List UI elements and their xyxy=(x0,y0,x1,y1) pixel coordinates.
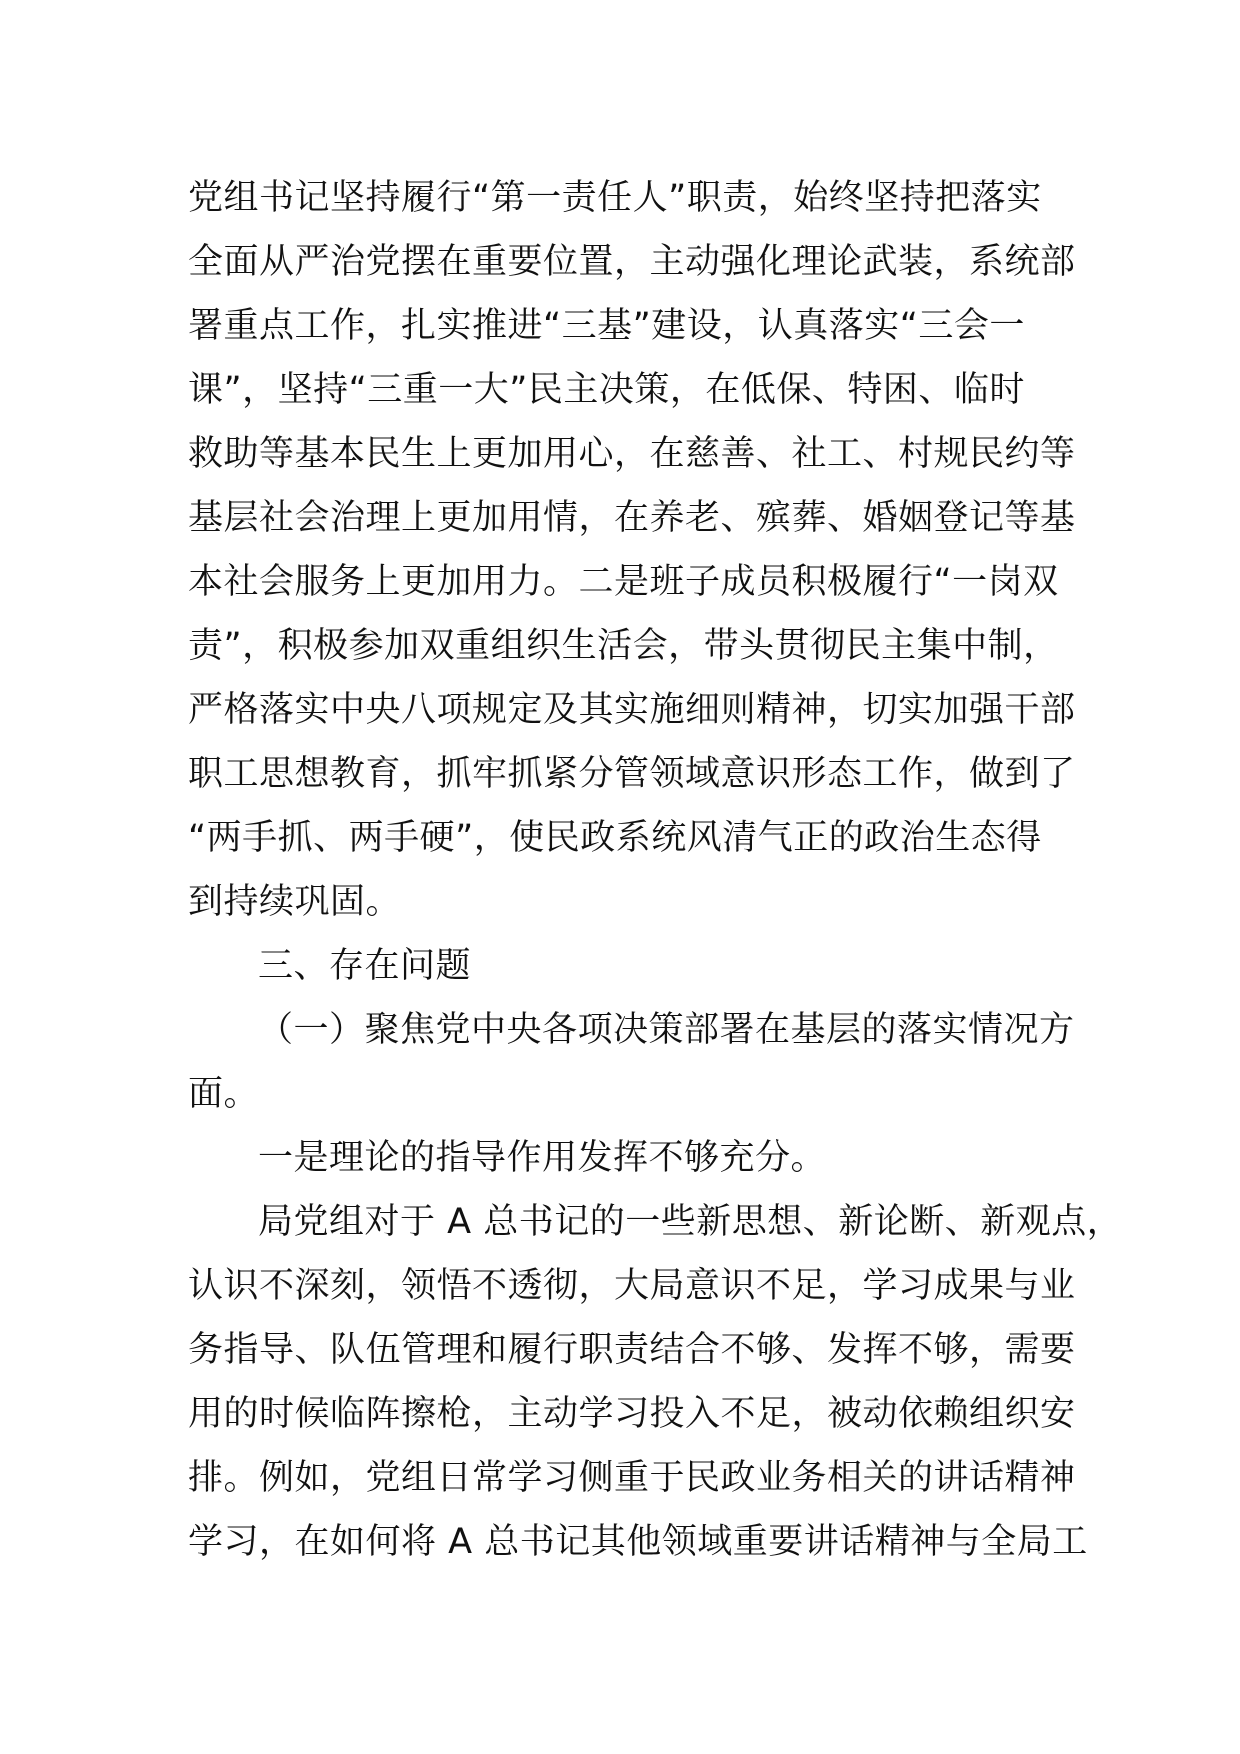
body-line: 务指导、队伍管理和履行职责结合不够、发挥不够，需要 xyxy=(188,1330,1076,1370)
body-line: 课”，坚持“三重一大”民主决策，在低保、特困、临时 xyxy=(188,370,1025,410)
body-line: 本社会服务上更加用力。二是班子成员积极履行“一岗双 xyxy=(188,562,1059,602)
body-line: 学习，在如何将 A 总书记其他领域重要讲话精神与全局工 xyxy=(188,1522,1088,1562)
body-line: 排。例如，党组日常学习侧重于民政业务相关的讲话精神 xyxy=(188,1458,1076,1498)
point-heading: 一是理论的指导作用发挥不够充分。 xyxy=(258,1138,827,1178)
body-line: 责”，积极参加双重组织生活会，带头贯彻民主集中制， xyxy=(188,626,1059,666)
body-line: “两手抓、两手硬”，使民政系统风清气正的政治生态得 xyxy=(188,818,1042,858)
subsection-heading-continuation: 面。 xyxy=(188,1074,260,1114)
body-line: 基层社会治理上更加用情，在养老、殡葬、婚姻登记等基 xyxy=(188,498,1076,538)
body-line: 严格落实中央八项规定及其实施细则精神，切实加强干部 xyxy=(188,690,1076,730)
body-line: 署重点工作，扎实推进“三基”建设，认真落实“三会一 xyxy=(188,306,1025,346)
section-heading: 三、存在问题 xyxy=(258,946,472,986)
body-line: 局党组对于 A 总书记的一些新思想、新论断、新观点， xyxy=(258,1202,1123,1242)
body-line: 救助等基本民生上更加用心，在慈善、社工、村规民约等 xyxy=(188,434,1076,474)
body-line: 用的时候临阵擦枪，主动学习投入不足，被动依赖组织安 xyxy=(188,1394,1076,1434)
document-body xyxy=(188,166,1123,1574)
body-line: 全面从严治党摆在重要位置，主动强化理论武装，系统部 xyxy=(188,242,1076,282)
body-line: 认识不深刻，领悟不透彻，大局意识不足，学习成果与业 xyxy=(188,1266,1076,1306)
subsection-heading: （一）聚焦党中央各项决策部署在基层的落实情况方 xyxy=(258,1010,1075,1050)
body-line: 职工思想教育，抓牢抓紧分管领域意识形态工作，做到了 xyxy=(188,754,1076,794)
body-line: 党组书记坚持履行“第一责任人”职责，始终坚持把落实 xyxy=(188,178,1042,218)
body-line: 到持续巩固。 xyxy=(188,882,402,922)
